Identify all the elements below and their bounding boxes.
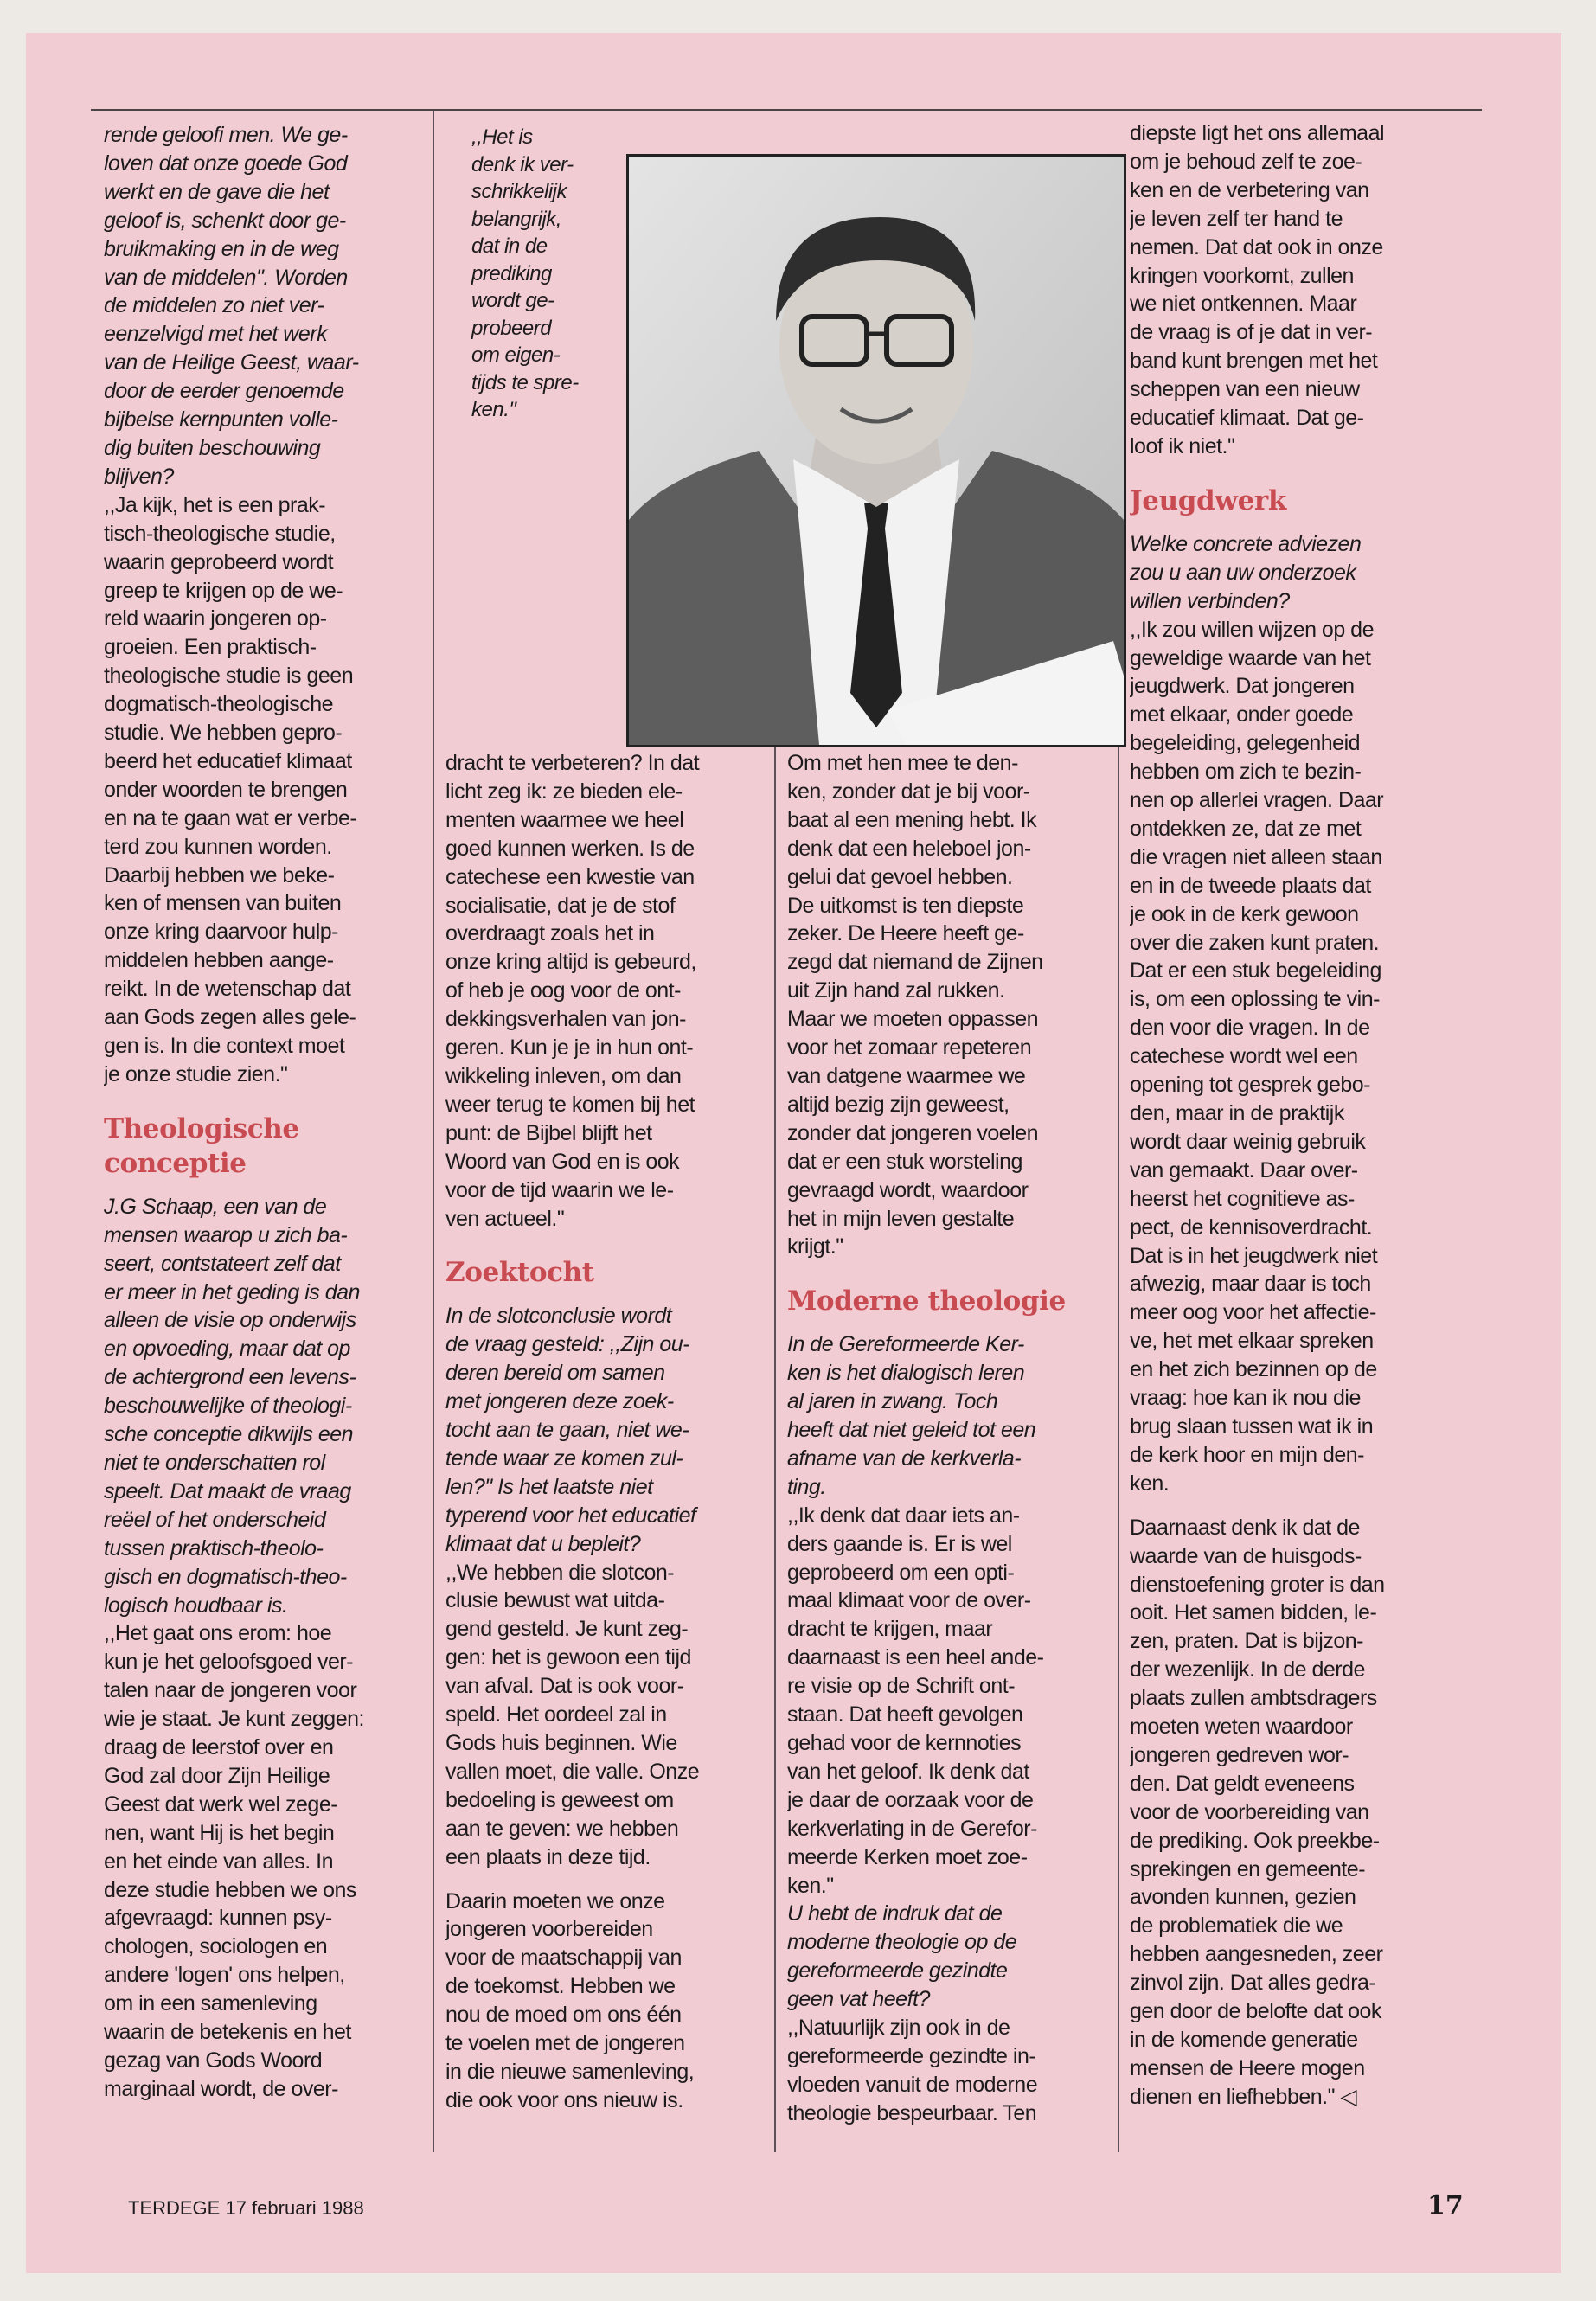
col2-paragraph-3: ,,We hebben die slotcon- clusie bewust wat uitda- gend gesteld. Je kunt zeg- gen: het is gewoon een tijd van afval. Dat is ook voor- speld. Het oordeel zal in Gods huis beginnen. Wie vallen moet, die valle. Onze bedoeling is geweest om aan te geven: we hebben een plaats in deze tijd. <box>445 1560 700 1869</box>
pull-quote: ,,Het is denk ik ver- schrikkelijk belangrijk, dat in de prediking wordt ge- probeerd om eigen- tijds te spre- ken." <box>471 125 579 421</box>
column-4 <box>1130 119 1476 2157</box>
column-2 <box>445 749 767 2155</box>
col2-question: In de slotconclusie wordt de vraag gesteld: ,,Zijn ou- deren bereid om samen met jongeren deze zoek- tocht aan te gaan, niet we- tende waar ze komen zul- len?" Is het laatste niet typerend voor het educatief klimaat dat u bepleit? <box>445 1304 696 1556</box>
col4-paragraph-1: diepste ligt het ons allemaal om je behoud zelf te zoe- ken en de verbetering van je leven zelf ter hand te nemen. Dat dat ook in onze kringen voorkomt, zullen we niet ontkennen. Maar de vraag is of je dat in ver- band kunt brengen met het scheppen van een nieuw educatief klimaat. Dat ge- loof ik niet." <box>1130 121 1385 458</box>
heading-zoektocht: Zoektocht <box>445 1257 594 1289</box>
column-divider-1 <box>433 111 434 2152</box>
column-1 <box>104 121 424 2154</box>
top-rule <box>91 109 1482 111</box>
col3-paragraph-5: ,,Natuurlijk zijn ook in de gereformeerde gezindte in- vloeden vanuit de moderne theologie bespeurbaar. Ten <box>787 2016 1038 2125</box>
col2-paragraph-4: Daarin moeten we onze jongeren voorbereiden voor de maatschappij van de toekomst. Hebben we nou de moed om ons één te voelen met de jongeren in die nieuwe samenleving, die ook voor ons nieuw is. <box>445 1888 695 2112</box>
col3-paragraph-1: Om met hen mee te den- ken, zonder dat je bij voor- baat al een mening hebt. Ik denk dat een heleboel jon- gelui dat gevoel hebben. De uitkomst is ten diepste zeker. De Heere heeft ge- zegd dat niemand de Zijnen uit Zijn hand zal rukken. Maar we moeten oppassen voor het zomaar repeteren van datgene waarmee we altijd bezig zijn geweest, zonder dat jongeren voelen dat er een stuk worsteling gevraagd wordt, waardoor het in mijn leven gestalte krijgt." <box>787 751 1043 1259</box>
magazine-page <box>26 33 1561 2273</box>
col3-paragraph-3: ,,Ik denk dat daar iets an- ders gaande is. Er is wel geprobeerd om een opti- maal klimaat voor de over- dracht te krijgen, maar daarnaast is een heel ande- re visie op de Schrift ont- staan. Dat heeft gevolgen gehad voor de kernnoties van het geloof. Ik denk dat je daar de oorzaak voor de kerkverlating in de Gerefor- meerde Kerken moet zoe- ken." <box>787 1503 1044 1898</box>
col1-question: J.G Schaap, een van de mensen waarop u zich ba- seert, contstateert zelf dat er meer in het geding is dan alleen de visie op onderwijs en opvoeding, maar dat op de achtergrond een levens- beschouwelijke of theologi- sche conceptie dikwijls een niet te onderschatten rol speelt. Dat maakt de vraag reëel of het onderscheid tussen praktisch-theolo- gisch en dogmatisch-theo- logisch houdbaar is. <box>104 1194 360 1618</box>
portrait-photo <box>626 154 1126 747</box>
col3-question-2: U hebt de indruk dat de moderne theologie op de gereformeerde gezindte geen vat heeft? <box>787 1901 1017 2012</box>
col4-question: Welke concrete adviezen zou u aan uw onderzoek willen verbinden? <box>1130 531 1362 613</box>
col4-paragraph-4: Daarnaast denk ik dat de waarde van de huisgods- dienstoefening groter is dan ooit. Het samen bidden, le- zen, praten. Dat is bijzon- der wezenlijk. In de derde plaats zullen ambtsdragers moeten weten waardoor jongeren gedreven wor- den. Dat geldt eveneens voor de voorbereiding van de prediking. Ook preekbe- sprekingen en gemeente- avonden kunnen, gezien de problematiek die we hebben aangesneden, zeer zinvol zijn. Dat alles gedra- gen door de belofte dat ook in de komende generatie mensen de Heere mogen dienen en liefhebben." ◁ <box>1130 1515 1385 2109</box>
col2-paragraph-1: dracht te verbeteren? In dat licht zeg ik: ze bieden ele- menten waarmee we heel goed kunnen werken. Is de catechese een kwestie van socialisatie, dat je de stof overdraagt zoals het in onze kring altijd is gebeurd, of heb je oog voor de ont- dekkingsverhalen van jon- geren. Kun je je in hun ont- wikkeling inleven, om dan weer terug te komen bij het punt: de Bijbel blijft het Woord van God en is ook voor de tijd waarin we le- ven actueel." <box>445 751 700 1231</box>
col1-paragraph-1: rende geloofi men. We ge- loven dat onze goede God werkt en de gave die het geloof is, schenkt door ge- bruikmaking en in de weg van de middelen". Worden de middelen zo niet ver- eenzelvigd met het werk van de Heilige Geest, waar- door de eerder genoemde bijbelse kernpunten volle- dig buiten beschouwing blijven? <box>104 123 359 489</box>
col1-paragraph-5: ,,Het gaat ons erom: hoe kun je het geloofsgoed ver- talen naar de jongeren voor wie je staat. Je kunt zeggen: draag de leerstof over en God zal door Zijn Heilige Geest dat werk wel zege- nen, want Hij is het begin en het einde van alles. In deze studie hebben we ons afgevraagd: kunnen psy- chologen, sociologen en andere 'logen' ons helpen, om in een samenleving waarin de betekenis en het gezag van Gods Woord marginaal wordt, de over- <box>104 1621 364 2101</box>
col1-paragraph-2: ,,Ja kijk, het is een prak- tisch-theologische studie, waarin geprobeerd wordt greep te krijgen op de we- reld waarin jongeren op- groeien. Een praktisch- theologische studie is geen dogmatisch-theologische studie. We hebben gepro- beerd het educatief klimaat onder woorden te brengen en na te gaan wat er verbe- terd zou kunnen worden. <box>104 492 357 859</box>
publication-footer: TERDEGE 17 februari 1988 <box>128 2197 364 2219</box>
column-3 <box>787 749 1109 2155</box>
column-divider-3 <box>1118 725 1119 2152</box>
column-divider-2 <box>774 725 776 2152</box>
heading-theologische-conceptie: Theologische conceptie <box>104 1112 299 1179</box>
col1-paragraph-3: Daarbij hebben we beke- ken of mensen van buiten onze kring daarvoor hulp- middelen hebben aange- reikt. In de wetenschap dat aan Gods zegen alles gele- gen is. In die context moet je onze studie zien." <box>104 862 356 1086</box>
page-number: 17 <box>1427 2190 1464 2221</box>
heading-moderne-theologie: Moderne theologie <box>787 1285 1066 1317</box>
col4-paragraph-3: ,,Ik zou willen wijzen op de geweldige waarde van het jeugdwerk. Dat jongeren met elkaar, onder goede begeleiding, gelegenheid hebben om zich te bezin- nen op allerlei vragen. Daar ontdekken ze, dat ze met die vragen niet alleen staan en in de tweede plaats dat je ook in de kerk gewoon over die zaken kunt praten. Dat er een stuk begeleiding is, om een oplossing te vin- den voor die vragen. In de catechese wordt wel een opening tot gesprek gebo- den, maar in de praktijk wordt daar weinig gebruik van gemaakt. Daar over- heerst het cognitieve as- pect, de kennisoverdracht. Dat is in het jeugdwerk niet afwezig, maar daar is toch meer oog voor het affectie- ve, het met elkaar spreken en het zich bezinnen op de vraag: hoe kan ik nou die brug slaan tussen wat ik in de kerk hoor en mijn den- ken. <box>1130 617 1384 1496</box>
heading-jeugdwerk: Jeugdwerk <box>1130 484 1286 516</box>
col3-question-1: In de Gereformeerde Ker- ken is het dialogisch leren al jaren in zwang. Toch heeft dat niet geleid tot een afname van de kerkverla- ting. <box>787 1332 1036 1499</box>
